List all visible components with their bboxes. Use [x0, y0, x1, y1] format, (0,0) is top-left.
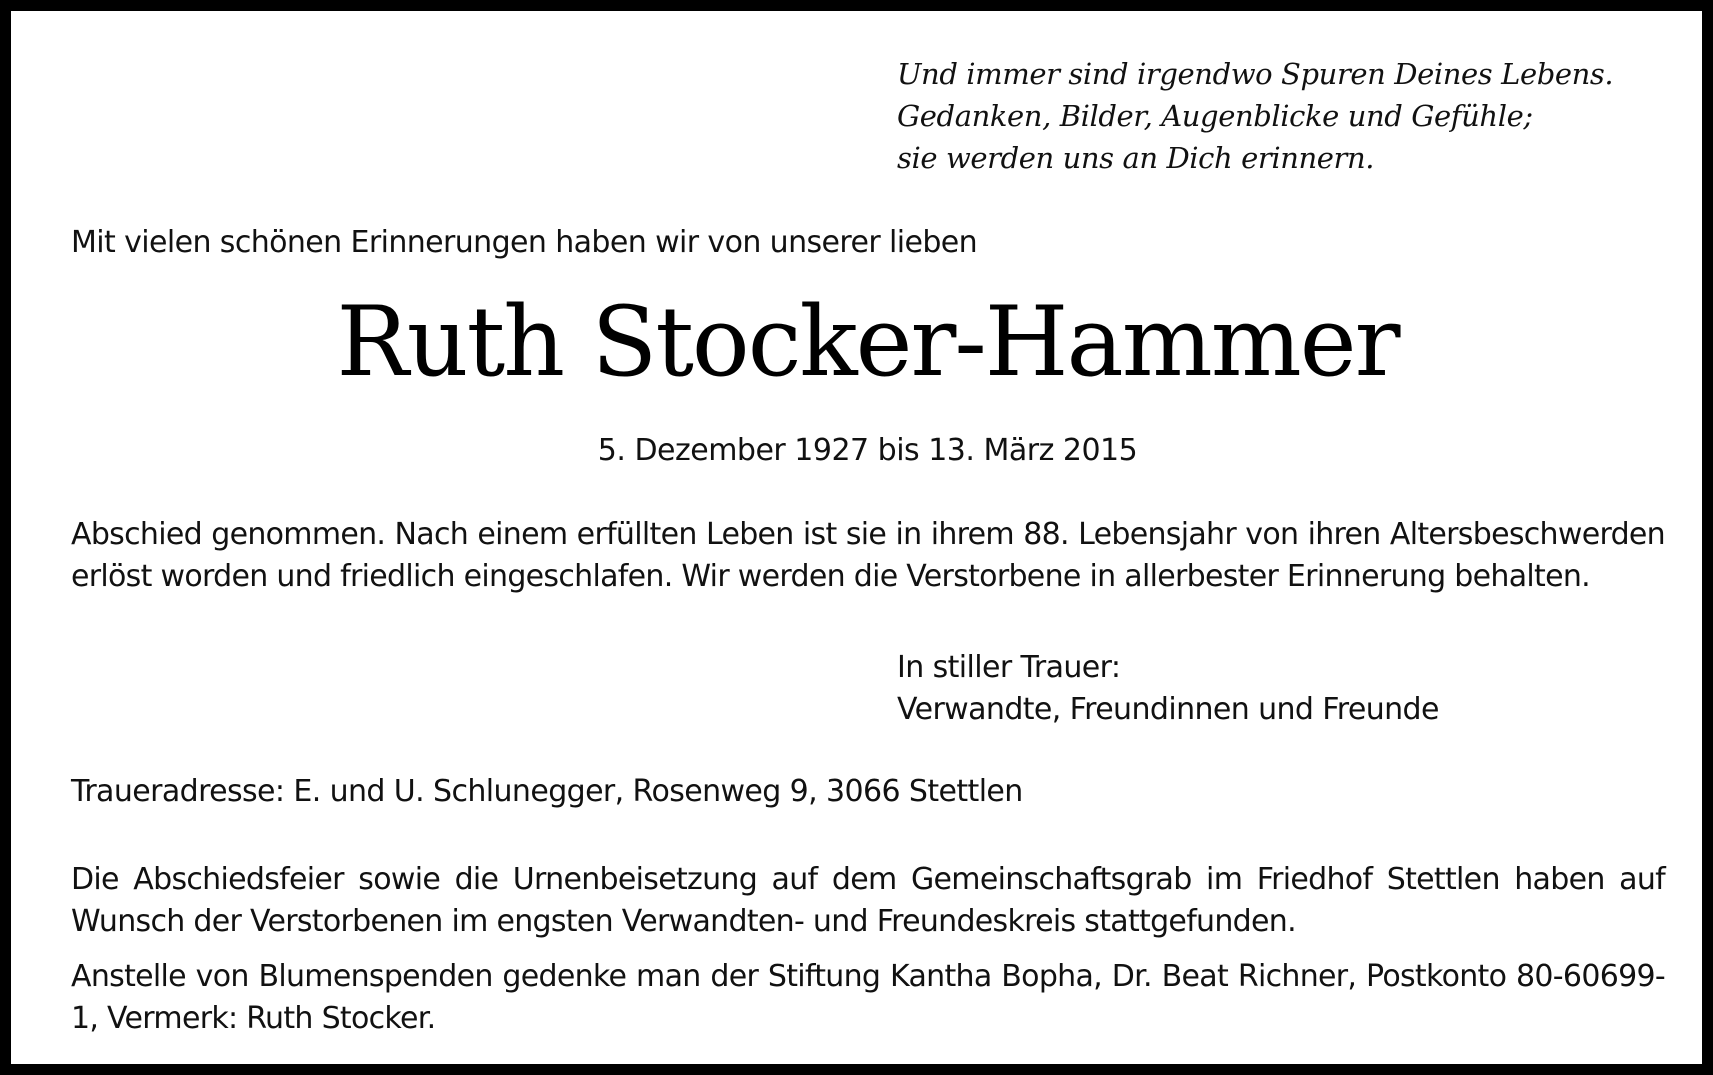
- mourners-heading: In stiller Trauer:: [897, 650, 1121, 685]
- mourners-block: [897, 647, 1439, 731]
- intro-line: Mit vielen schönen Erinnerungen haben wir von unserer lieben: [71, 225, 978, 260]
- deceased-name: Ruth Stocker-Hammer: [336, 286, 1399, 398]
- farewell-paragraph: Abschied genommen. Nach einem erfüllten Leben ist sie in ihrem 88. Lebensjahr von ihren Altersbeschwerden erlöst worden und friedlich eingeschlafen. Wir werden die Verstorbene in allerbester Erinnerung behalten.: [71, 517, 1665, 594]
- ceremony-paragraph: Die Abschiedsfeier sowie die Urnenbeisetzung auf dem Gemeinschaftsgrab im Friedhof Stettlen haben auf Wunsch der Verstorbenen im engsten Verwandten- und Freundeskreis stattgefunden.: [71, 862, 1665, 939]
- mourners-names: Verwandte, Freundinnen und Freunde: [897, 692, 1439, 727]
- donation-paragraph: Anstelle von Blumenspenden gedenke man der Stiftung Kantha Bopha, Dr. Beat Richner, Postkonto 80-60699-1, Vermerk: Ruth Stocker.: [71, 959, 1665, 1036]
- mourning-address: Traueradresse: E. und U. Schlunegger, Rosenweg 9, 3066 Stettlen: [71, 774, 1023, 809]
- life-dates: 5. Dezember 1927 bis 13. März 2015: [597, 433, 1138, 468]
- poem-line: Und immer sind irgendwo Spuren Deines Lebens.: [897, 57, 1614, 91]
- memorial-poem: [897, 53, 1657, 179]
- poem-line: Gedanken, Bilder, Augenblicke und Gefühle;: [897, 99, 1533, 133]
- poem-line: sie werden uns an Dich erinnern.: [897, 141, 1375, 175]
